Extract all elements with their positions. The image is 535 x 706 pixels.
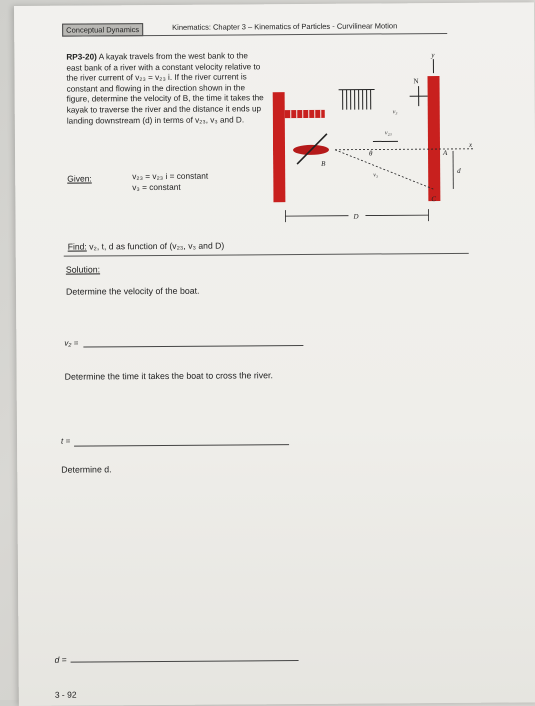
problem-id: RP3-20) [66, 52, 97, 61]
page-number: 3 - 92 [55, 690, 77, 700]
y-axis-label: y [430, 51, 435, 59]
chapter-title: Kinematics: Chapter 3 – Kinematics of Particles - Curvilinear Motion [172, 21, 397, 32]
west-bank [273, 92, 286, 202]
river-kayak-figure [272, 51, 478, 232]
answer-3-blank[interactable] [71, 660, 299, 663]
worksheet-page [14, 2, 535, 706]
point-b-label: B [321, 160, 326, 168]
given-label: Given: [67, 173, 92, 183]
river-width-label: D [352, 213, 358, 221]
north-label: N [414, 77, 419, 85]
point-a-label: A [442, 149, 448, 157]
point-c-label: C [431, 195, 436, 203]
given-line-2: v₃ = constant [132, 182, 180, 192]
given-line-1: v₂₃ = v₂₃ i = constant [132, 171, 208, 182]
answer-2-blank[interactable] [74, 444, 289, 447]
compass-icon [410, 86, 428, 106]
course-tag: Conceptual Dynamics [62, 23, 143, 37]
x-axis-dotted [335, 149, 473, 150]
east-bank [427, 76, 440, 201]
answer-1-label: v₂ = [64, 339, 78, 348]
find-statement [68, 241, 225, 252]
theta-label: θ [369, 149, 373, 157]
problem-statement [66, 51, 265, 127]
answer-2-label: t = [61, 437, 70, 446]
find-label: Find: [68, 241, 87, 251]
find-text: v₂, t, d as function of (v₂₃, v₃ and D) [89, 241, 224, 252]
step-3-text: Determine d. [61, 464, 111, 474]
answer-3-label: d = [55, 655, 67, 665]
kayak-path-dotted [335, 149, 433, 190]
problem-text: A kayak travels from the west bank to the east bank of a river with a constant velocity relative to the river current of v₂₃ = v₂₃ i. If the river current is constant and flowing in the direction shown in the figure, determine the velocity of B, the time it takes the kayak to traverse the river and the distance it ends up landing downstream (d) in terms of v₂₃, v₃ and D. [66, 51, 263, 125]
answer-1-blank[interactable] [83, 345, 303, 348]
x-axis-label: x [468, 141, 473, 149]
vr-label: v₃ [393, 109, 398, 115]
d-label: d [457, 167, 461, 175]
step-1-text: Determine the velocity of the boat. [66, 286, 200, 297]
solution-label: Solution: [66, 264, 100, 274]
find-rule [64, 253, 469, 257]
vb-label: v₃ [373, 172, 378, 178]
step-2-text: Determine the time it takes the boat to cross the river. [65, 370, 273, 381]
vbr-label: v₂₃ [385, 130, 392, 136]
current-arrows [343, 90, 371, 110]
